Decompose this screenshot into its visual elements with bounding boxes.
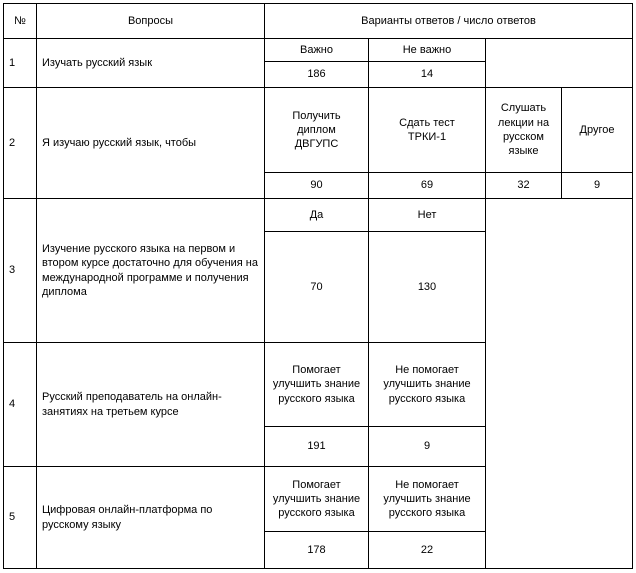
row-4-question: Русский преподаватель на онлайн-занятиях на третьем курсе: [37, 343, 265, 467]
row-1-count-1: 186: [265, 62, 369, 88]
row-1-option-2: Не важно: [369, 39, 486, 62]
row-4-count-2: 9: [369, 427, 486, 467]
row-5-num: 5: [4, 467, 37, 569]
row-2-count-4: 9: [562, 173, 633, 199]
row-2-num: 2: [4, 88, 37, 199]
row-1-blank: [486, 39, 633, 88]
row-3-option-2: Нет: [369, 199, 486, 232]
row-3-num: 3: [4, 199, 37, 343]
table-row: [4, 88, 633, 173]
row-3-count-2: 130: [369, 232, 486, 343]
rows-3-5-blank: [486, 199, 633, 569]
table-row: [4, 39, 633, 62]
row-5-question: Цифровая онлайн-платформа по русскому языку: [37, 467, 265, 569]
row-1-num: 1: [4, 39, 37, 88]
row-4-count-1: 191: [265, 427, 369, 467]
row-2-option-4: Другое: [562, 88, 633, 173]
row-5-count-2: 22: [369, 532, 486, 569]
row-4-option-2: Не помогает улучшить знание русского языка: [369, 343, 486, 427]
header-answers: Варианты ответов / число ответов: [265, 4, 633, 39]
row-2-count-2: 69: [369, 173, 486, 199]
header-row: [4, 4, 633, 39]
row-3-count-1: 70: [265, 232, 369, 343]
row-5-option-1: Помогает улучшить знание русского языка: [265, 467, 369, 532]
row-2-count-3: 32: [486, 173, 562, 199]
row-4-num: 4: [4, 343, 37, 467]
row-2-option-3: Слушать лекции на русском языке: [486, 88, 562, 173]
row-1-question: Изучать русский язык: [37, 39, 265, 88]
row-5-count-1: 178: [265, 532, 369, 569]
row-3-question: Изучение русского языка на первом и втором курсе достаточно для обучения на международной программе и получения диплома: [37, 199, 265, 343]
row-1-count-2: 14: [369, 62, 486, 88]
row-5-option-2: Не помогает улучшить знание русского языка: [369, 467, 486, 532]
row-2-option-1: Получить диплом ДВГУПС: [265, 88, 369, 173]
header-num: №: [4, 4, 37, 39]
row-2-count-1: 90: [265, 173, 369, 199]
row-3-option-1: Да: [265, 199, 369, 232]
header-questions: Вопросы: [37, 4, 265, 39]
table-row: [4, 199, 633, 232]
row-2-question: Я изучаю русский язык, чтобы: [37, 88, 265, 199]
row-2-option-2: Сдать тест ТРКИ-1: [369, 88, 486, 173]
row-1-option-1: Важно: [265, 39, 369, 62]
row-4-option-1: Помогает улучшить знание русского языка: [265, 343, 369, 427]
survey-table: [3, 3, 633, 569]
